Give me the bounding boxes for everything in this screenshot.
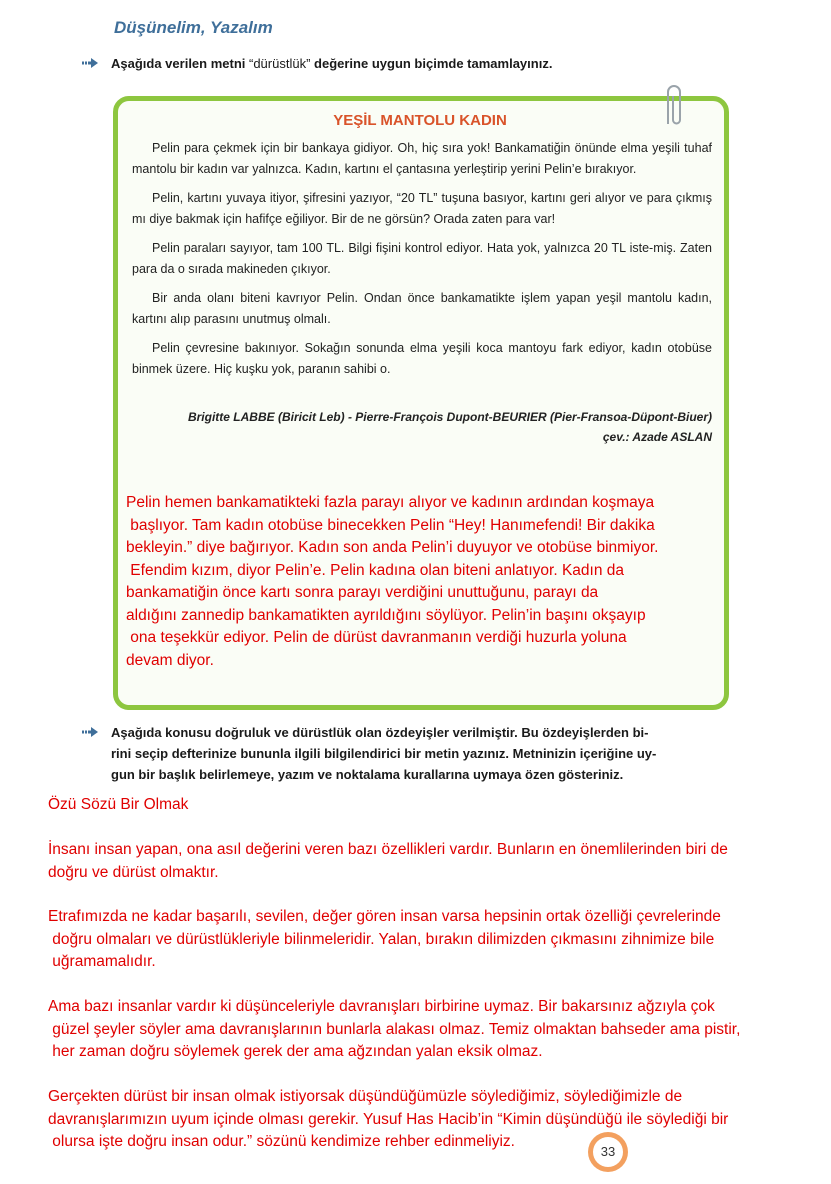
essay-line: her zaman doğru söylemek gerek der ama ağzından yalan eksik olmaz. bbox=[48, 1043, 543, 1060]
essay-paragraph-2 bbox=[48, 906, 823, 974]
essay-line: doğru olmaları ve dürüstlükleriyle bilinmeleridir. Yalan, bırakın dilimizden çıkmasını zihnimize bile bbox=[48, 930, 715, 948]
instruction-line: gun bir başlık belirlemeye, yazım ve noktalama kurallarına uymaya özen gösteriniz. bbox=[111, 767, 624, 782]
essay-line: Gerçekten dürüst bir insan olmak istiyorsak düşündüğümüzle söylediğimiz, söylediğimizle de bbox=[48, 1088, 683, 1105]
arrow-right-icon bbox=[82, 58, 98, 68]
essay-line: Ama bazı insanlar vardır ki düşünceleriyle davranışları birbirine uymaz. Bir bakarsınız ağzıyla çok bbox=[48, 998, 715, 1015]
story-title: YEŞİL MANTOLU KADIN bbox=[333, 112, 507, 129]
instruction-line: Aşağıda konusu doğruluk ve dürüstlük olan özdeyişler verilmiştir. Bu özdeyişlerden bi- bbox=[111, 725, 649, 740]
instruction-line: rini seçip defterinize bununla ilgili bilgilendirici bir metin yazınız. Metninizin içeriğine uy- bbox=[111, 746, 657, 761]
instruction-2 bbox=[111, 722, 736, 785]
story-paragraph: Pelin, kartını yuvaya itiyor, şifresini yazıyor, “20 TL” tuşuna basıyor, kartını geri alıyor ve para çıkmış mı diye bakmak için hafifçe eğiliyor. Bir de ne görsün? Orada zaten para var! bbox=[132, 191, 712, 226]
answer-line: ona teşekkür ediyor. Pelin de dürüst davranmanın verdiği huzurla yoluna bbox=[126, 629, 627, 646]
story-paragraph: Pelin para çekmek için bir bankaya gidiyor. Oh, hiç sıra yok! Bankamatiğin önünde elma yeşili tuhaf mantolu bir kadın var yalnızca. Kadın, kartını el çantasına yerleştirip yerini Pelin’e bırakıyor. bbox=[132, 141, 712, 176]
essay-line: doğru ve dürüst olmaktır. bbox=[48, 863, 219, 881]
answer-line: bekleyin.” diye bağırıyor. Kadın son anda Pelin’i duyuyor ve otobüse binmiyor. bbox=[126, 539, 659, 556]
answer-line: Efendim kızım, diyor Pelin’e. Pelin kadına olan biteni anlatıyor. Kadın da bbox=[126, 561, 625, 579]
arrow-right-icon bbox=[82, 727, 98, 737]
handwritten-answer bbox=[126, 492, 726, 672]
essay-paragraph-3 bbox=[48, 996, 823, 1064]
story-text bbox=[132, 138, 712, 380]
page-number: 33 bbox=[593, 1137, 623, 1167]
essay-line: davranışlarımızın uyum içinde olması gerekir. Yusuf Has Hacib’in “Kimin düşündüğü ile söylediği bir bbox=[48, 1110, 729, 1128]
answer-line: bankamatiğin önce kartı sonra parayı verdiğini unuttuğunu, parayı da bbox=[126, 584, 599, 601]
essay-line: İnsanı insan yapan, ona asıl değerini veren bazı özellikleri vardır. Bunların en önemlilerinden biri de bbox=[48, 841, 728, 858]
story-paragraph: Pelin paraları sayıyor, tam 100 TL. Bilgi fişini kontrol ediyor. Hata yok, yalnızca 20 TL iste-miş. Zaten para da o sırada makineden çıkıyor. bbox=[132, 241, 712, 276]
answer-line: Pelin hemen bankamatikteki fazla parayı alıyor ve kadının ardından koşmaya bbox=[126, 494, 655, 511]
essay-paragraph-4 bbox=[48, 1086, 823, 1154]
story-paragraph: Bir anda olanı biteni kavrıyor Pelin. Ondan önce bankamatikte işlem yapan yeşil mantolu kadın, kartını alıp parasını unutmuş olmalı. bbox=[132, 291, 712, 326]
instruction-1: Aşağıda verilen metni “dürüstlük” değerine uygun biçimde tamamlayınız. bbox=[111, 56, 553, 71]
essay-title: Özü Sözü Bir Olmak bbox=[48, 796, 189, 813]
story-translator: çev.: Azade ASLAN bbox=[602, 430, 712, 444]
answer-line: başlıyor. Tam kadın otobüse binecekken Pelin “Hey! Hanımefendi! Bir dakika bbox=[126, 516, 655, 534]
section-title: Düşünelim, Yazalım bbox=[114, 18, 273, 37]
essay-paragraph-1 bbox=[48, 839, 823, 884]
essay-line: güzel şeyler söyler ama davranışlarının bunlarla alakası olmaz. Temiz olmaktan bahseder ama pistir, bbox=[48, 1020, 741, 1038]
story-author: Brigitte LABBE (Biricit Leb) - Pierre-François Dupont-BEURIER (Pier-Fransoa-Düpont-Biuer) bbox=[187, 410, 712, 424]
essay-line: olursa işte doğru insan odur.” sözünü kendimize rehber edinmeliyiz. bbox=[48, 1133, 515, 1150]
story-paragraph: Pelin çevresine bakınıyor. Sokağın sonunda elma yeşili koca mantoyu fark ediyor, kadın otobüse binmek üzere. Hiç kuşku yok, paranın sahibi o. bbox=[132, 341, 712, 376]
essay-line: Etrafımızda ne kadar başarılı, sevilen, değer gören insan varsa hepsinin ortak özelliği çevrelerinde bbox=[48, 908, 721, 925]
essay-line: uğramamalıdır. bbox=[48, 953, 156, 970]
answer-line: aldığını zannedip bankamatikten ayrıldığını söylüyor. Pelin’in başını okşayıp bbox=[126, 606, 646, 624]
answer-line: devam diyor. bbox=[126, 651, 214, 669]
